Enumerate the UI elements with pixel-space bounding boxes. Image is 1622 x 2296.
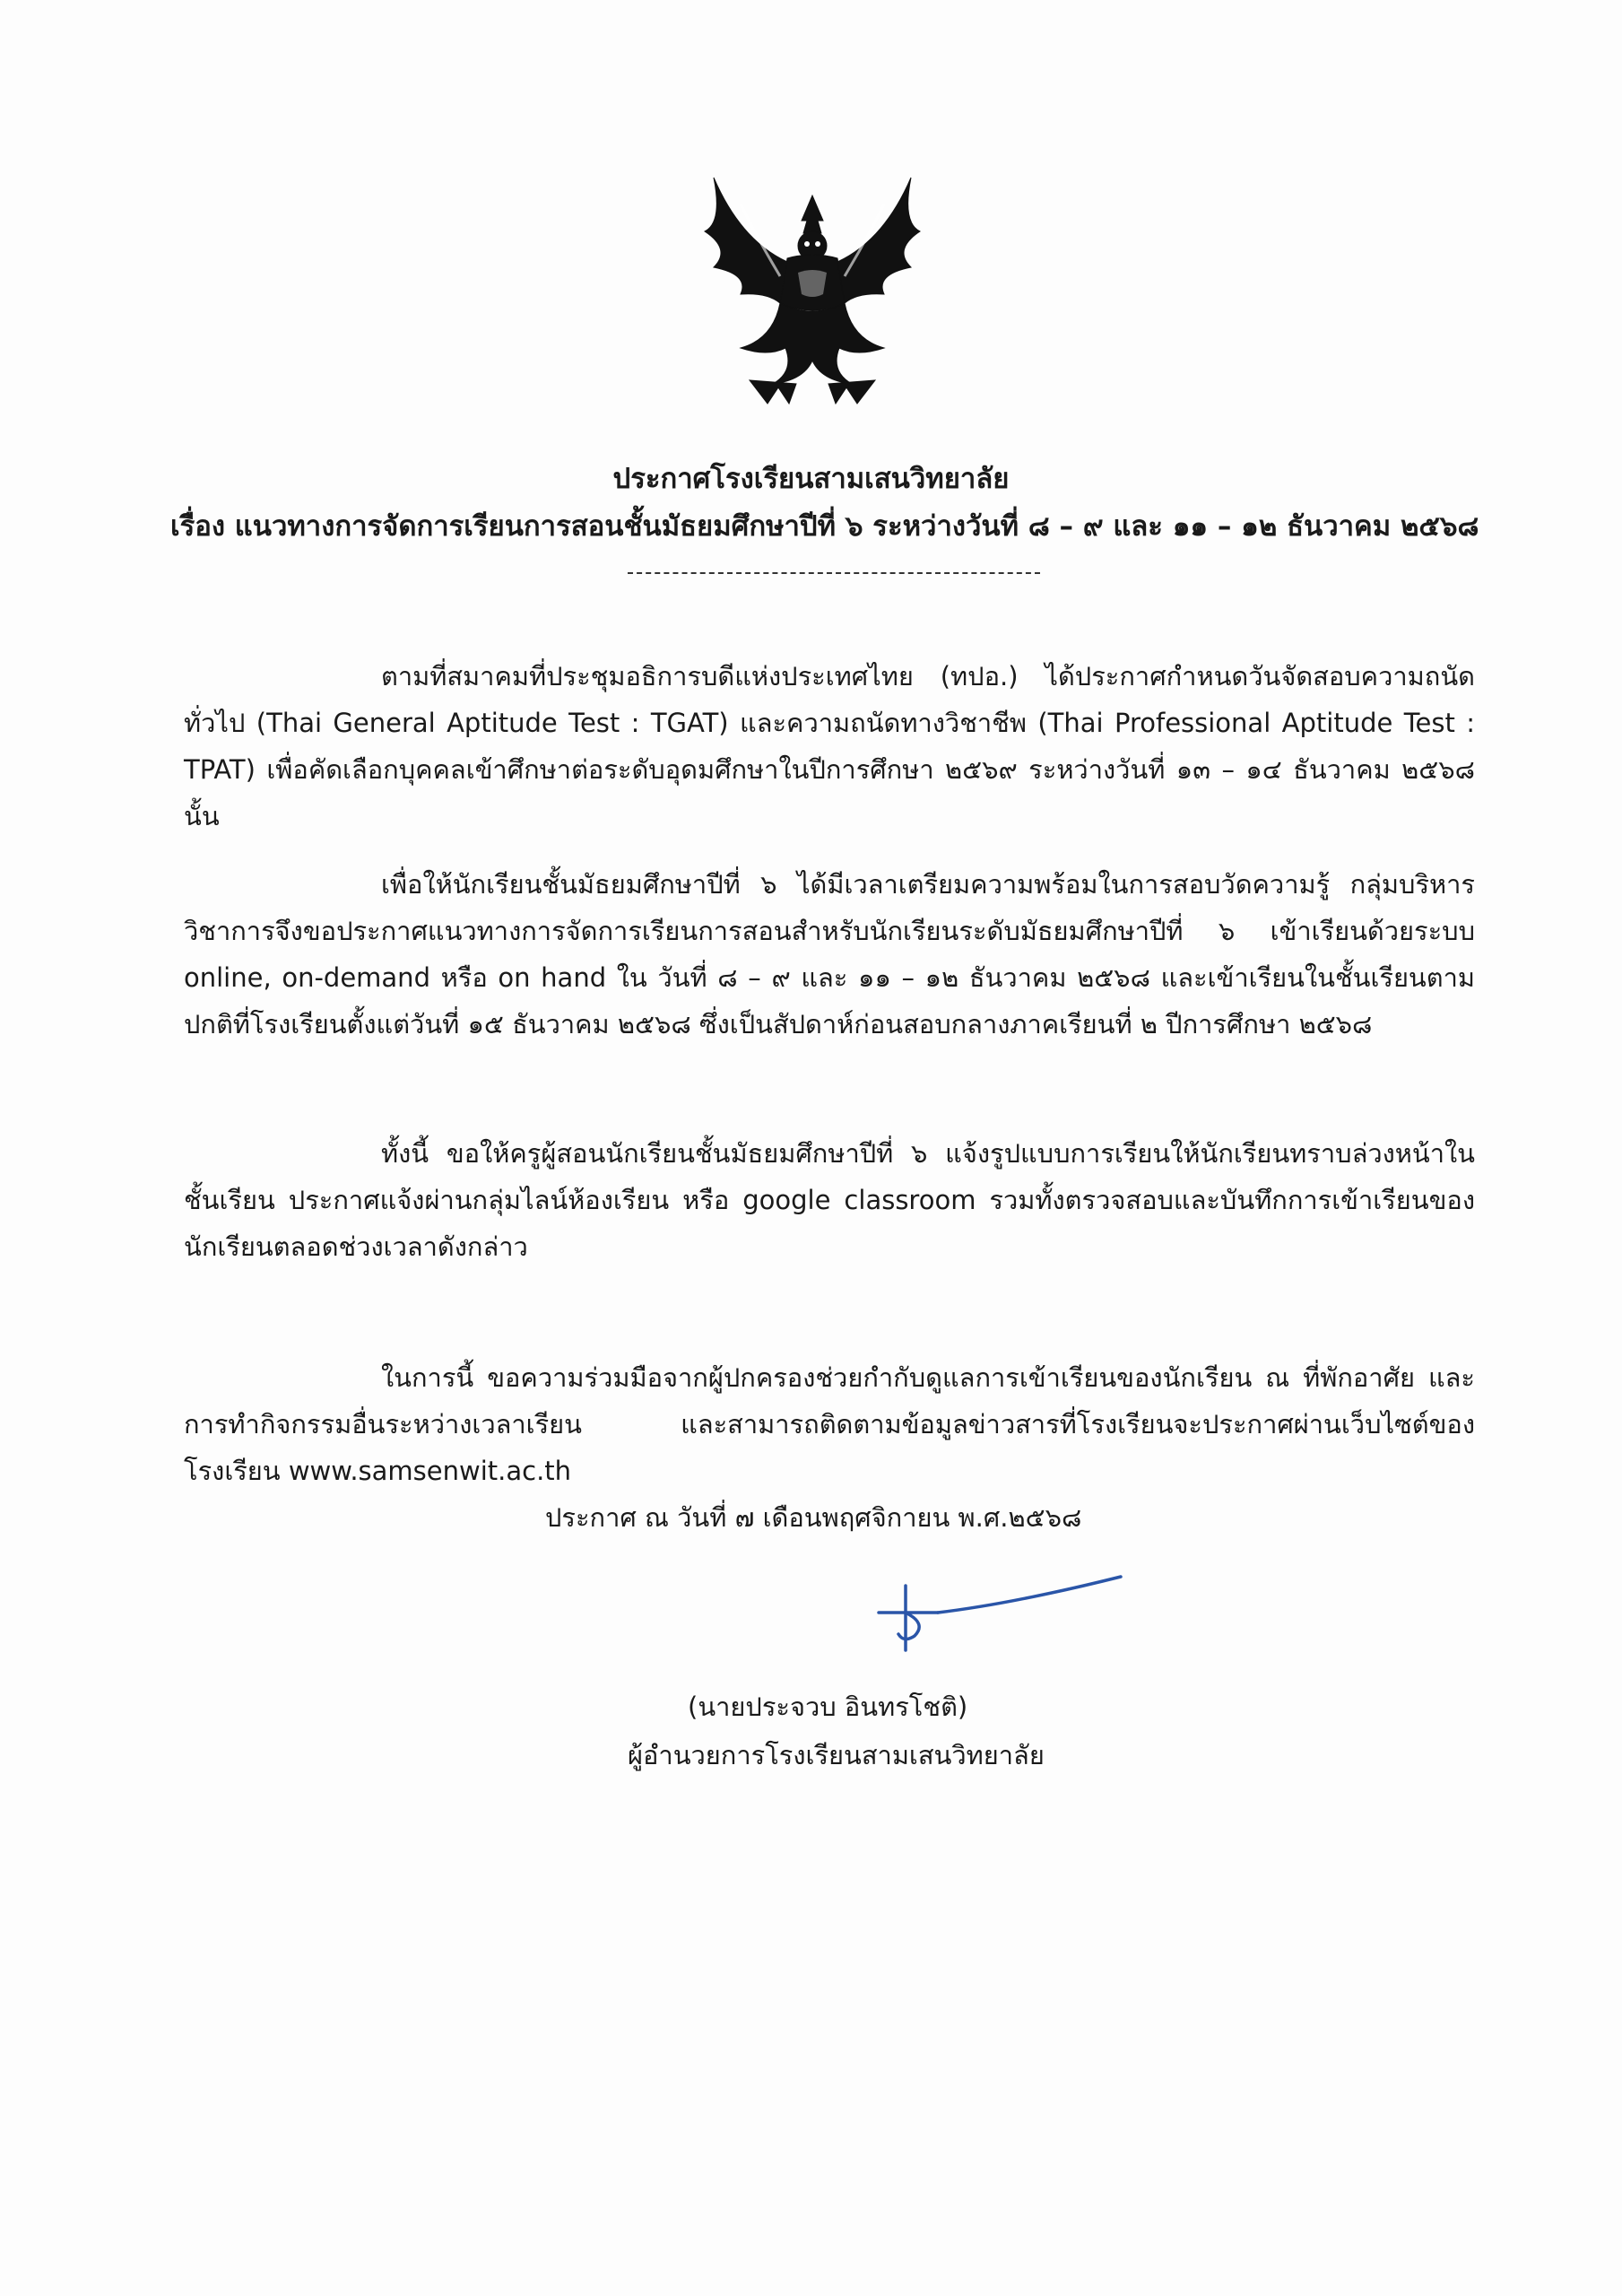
document-title: ประกาศโรงเรียนสามเสนวิทยาลัย xyxy=(612,463,1010,495)
signer-name: (นายประจวบ อินทรโชติ) xyxy=(688,1692,968,1722)
garuda-emblem-icon xyxy=(687,169,938,411)
document-subject: เรื่อง แนวทางการจัดการเรียนการสอนชั้นมัธยมศึกษาปีที่ ๖ ระหว่างวันที่ ๘ – ๙ และ ๑๑ – ๑๒ ธันวาคม ๒๕๖๘ xyxy=(170,510,1479,543)
signature-icon xyxy=(852,1561,1139,1659)
paragraph-1: ตามที่สมาคมที่ประชุมอธิการบดีแห่งประเทศไทย (ทปอ.) ได้ประกาศกำหนดวันจัดสอบความถนัดทั่วไป (Thai General Aptitude Test : TGAT) และความถนัดทางวิชาชีพ (Thai Professional Aptitude Test : TPAT) เพื่อคัดเลือกบุคคลเข้าศึกษาต่อระดับอุดมศึกษาในปีการศึกษา ๒๕๖๙ ระหว่างวันที่ ๑๓ – ๑๔ ธันวาคม ๒๕๖๘ นั้น xyxy=(184,661,1475,831)
paragraph-3: ทั้งนี้ ขอให้ครูผู้สอนนักเรียนชั้นมัธยมศึกษาปีที่ ๖ แจ้งรูปแบบการเรียนให้นักเรียนทราบล่วงหน้าในชั้นเรียน ประกาศแจ้งผ่านกลุ่มไลน์ห้องเรียน หรือ google classroom รวมทั้งตรวจสอบและบันทึกการเข้าเรียนของนักเรียนตลอดช่วงเวลาดังกล่าว xyxy=(184,1138,1475,1262)
signer-position: ผู้อำนวยการโรงเรียนสามเสนวิทยาลัย xyxy=(628,1740,1045,1770)
announce-date: ประกาศ ณ วันที่ ๗ เดือนพฤศจิกายน พ.ศ.๒๕๖๘ xyxy=(545,1502,1082,1533)
title-divider xyxy=(628,572,1040,574)
paragraph-2: เพื่อให้นักเรียนชั้นมัธยมศึกษาปีที่ ๖ ได้มีเวลาเตรียมความพร้อมในการสอบวัดความรู้ กลุ่มบริหารวิชาการจึงขอประกาศแนวทางการจัดการเรียนการสอนสำหรับนักเรียนระดับมัธยมศึกษาปีที่ ๖ เข้าเรียนด้วยระบบ online, on-demand หรือ on hand ใน วันที่ ๘ – ๙ และ ๑๑ – ๑๒ ธันวาคม ๒๕๖๘ และเข้าเรียนในชั้นเรียนตามปกติที่โรงเรียนตั้งแต่วันที่ ๑๕ ธันวาคม ๒๕๖๘ ซึ่งเป็นสัปดาห์ก่อนสอบกลางภาคเรียนที่ ๒ ปีการศึกษา ๒๕๖๘ xyxy=(184,869,1475,1039)
paragraph-4: ในการนี้ ขอความร่วมมือจากผู้ปกครองช่วยกำกับดูแลการเข้าเรียนของนักเรียน ณ ที่พักอาศัย และการทำกิจกรรมอื่นระหว่างเวลาเรียน และสามารถติดตามข้อมูลข่าวสารที่โรงเรียนจะประกาศผ่านเว็บไซต์ของโรงเรียน www.samsenwit.ac.th xyxy=(184,1362,1475,1486)
